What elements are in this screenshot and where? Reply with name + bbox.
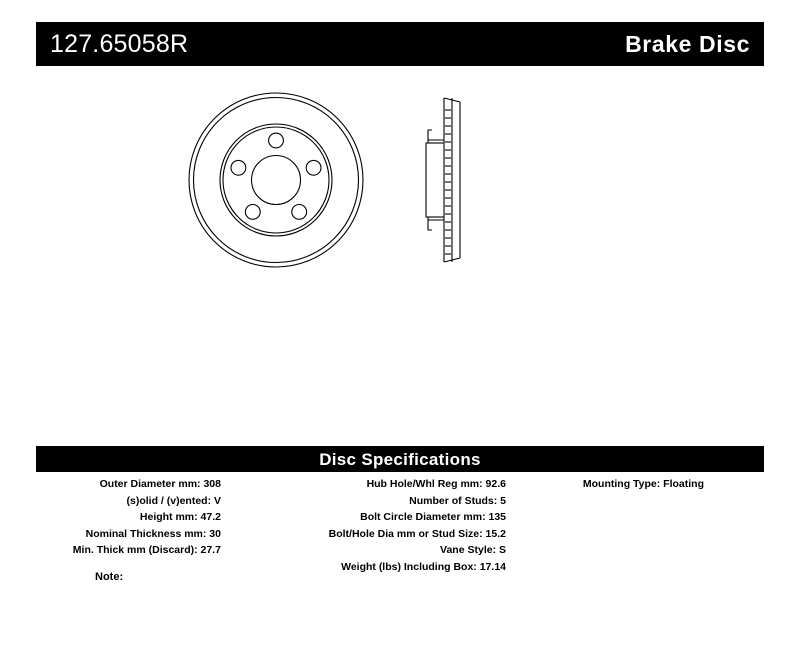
spec-line: Mounting Type: Floating <box>582 478 704 490</box>
brake-disc-side-view <box>426 98 460 262</box>
spec-line: Bolt Circle Diameter mm: 135 <box>360 511 506 523</box>
header-bar <box>36 22 764 66</box>
spec-line: Height mm: 47.2 <box>139 511 221 523</box>
technical-drawing <box>36 80 764 410</box>
spec-columns <box>36 476 764 575</box>
spec-line: Nominal Thickness mm: 30 <box>85 527 221 540</box>
spec-line: Min. Thick mm (Discard): 27.7 <box>72 544 221 556</box>
spec-column-middle <box>221 476 506 575</box>
spec-line: Outer Diameter mm: 308 <box>99 478 221 490</box>
spec-section-title: Disc Specifications <box>319 449 481 469</box>
spec-line: Weight (lbs) Including Box: 17.14 <box>341 560 506 573</box>
spec-line: Vane Style: S <box>440 544 506 556</box>
spec-column-right <box>506 476 764 493</box>
spec-line: Bolt/Hole Dia mm or Stud Size: 15.2 <box>328 527 506 540</box>
brake-disc-front-view <box>189 93 363 267</box>
note-label: Note: <box>95 571 124 583</box>
spec-section-header <box>36 446 764 472</box>
spec-column-left <box>36 476 221 559</box>
spec-line: (s)olid / (v)ented: V <box>126 494 221 507</box>
footer-space <box>0 640 800 655</box>
spec-line: Hub Hole/Whl Reg mm: 92.6 <box>366 478 506 490</box>
spec-line: Number of Studs: 5 <box>409 494 506 507</box>
page-title: Brake Disc <box>625 30 750 57</box>
part-number: 127.65058R <box>50 29 189 58</box>
